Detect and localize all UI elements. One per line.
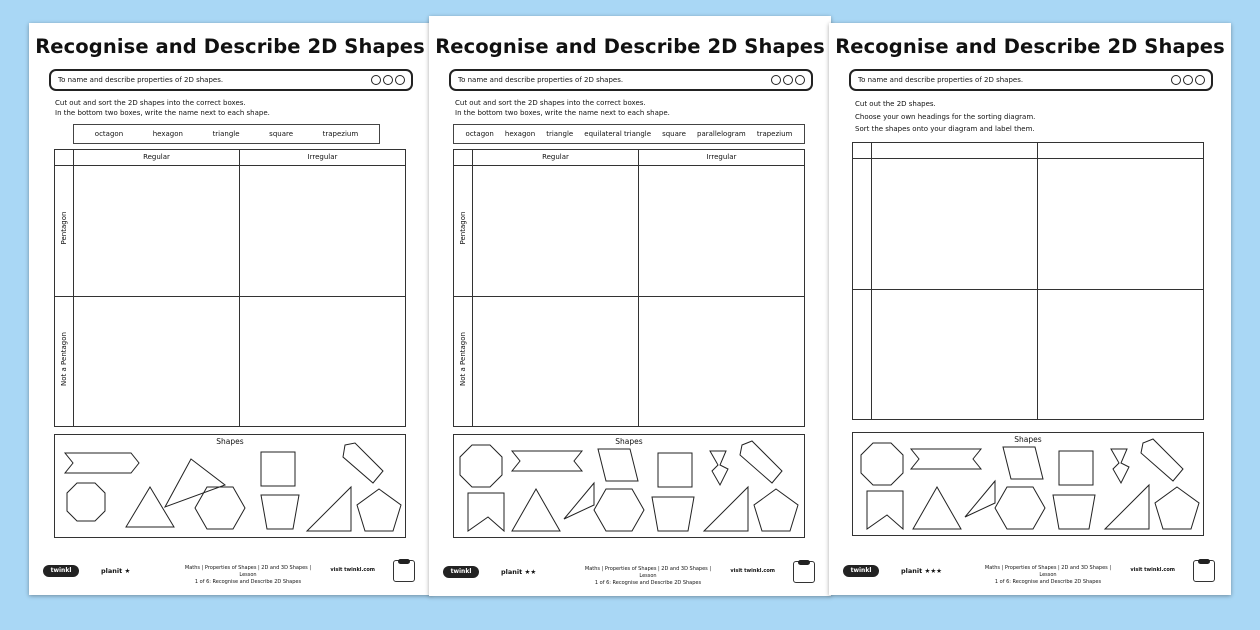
triangle-shape xyxy=(165,459,225,507)
column-header-regular: Regular xyxy=(542,153,569,161)
instructions xyxy=(455,98,670,118)
footer-url: visit twinkl.com xyxy=(330,567,375,573)
quality-badge-icon xyxy=(1193,560,1215,582)
instruction-line: Cut out and sort the 2D shapes into the correct boxes. xyxy=(455,99,646,107)
quality-badge-icon xyxy=(793,561,815,583)
progress-dot xyxy=(395,75,405,85)
arrow-shape xyxy=(911,449,981,469)
progress-dots xyxy=(371,75,405,85)
worksheet-title: Recognise and Describe 2D Shapes xyxy=(835,35,1225,58)
word-bank-item: octagon xyxy=(465,130,494,138)
sorting-grid xyxy=(54,149,406,427)
triangle-shape xyxy=(564,483,594,519)
column-header-regular: Regular xyxy=(143,153,170,161)
word-bank-item: square xyxy=(662,130,686,138)
instructions xyxy=(855,98,1035,136)
square-shape xyxy=(658,453,692,487)
rectangle-shape xyxy=(343,443,383,483)
arrow-shape xyxy=(65,453,139,473)
column-header-irregular: Irregular xyxy=(706,153,737,161)
shapes-panel-title: Shapes xyxy=(1014,435,1042,444)
objective-text: To name and describe properties of 2D shapes. xyxy=(458,76,624,84)
triangle-shape xyxy=(126,487,174,527)
objective-box xyxy=(449,69,813,91)
parallelogram-shape xyxy=(598,449,638,481)
sorting-grid xyxy=(453,149,805,427)
quality-badge-icon xyxy=(393,560,415,582)
octagon-shape xyxy=(460,445,502,487)
trapezium-shape xyxy=(652,497,694,531)
difficulty-stars: ★★★ xyxy=(924,567,942,575)
difficulty-stars: ★★ xyxy=(524,568,537,576)
footer xyxy=(43,559,417,585)
row-header-not-pentagon: Not a Pentagon xyxy=(60,332,68,386)
parallelogram-shape xyxy=(1003,447,1043,479)
word-bank xyxy=(453,124,805,144)
planit-label: planit ★★★ xyxy=(901,567,942,575)
instruction-line: Sort the shapes onto your diagram and label them. xyxy=(855,125,1035,133)
trapezium-shape xyxy=(1053,495,1095,529)
irregular-shape xyxy=(1111,449,1129,483)
triangle-shape xyxy=(965,481,995,517)
octagon-shape xyxy=(861,443,903,485)
progress-dot xyxy=(383,75,393,85)
twinkl-logo: twinkl xyxy=(43,565,79,577)
word-bank-item: triangle xyxy=(546,130,574,138)
footer xyxy=(443,560,817,586)
worksheet-1 xyxy=(29,23,431,595)
instruction-line: Choose your own headings for the sorting diagram. xyxy=(855,112,1036,121)
row-header-pentagon: Pentagon xyxy=(60,211,68,245)
sorting-grid xyxy=(852,142,1204,420)
word-bank-item: octagon xyxy=(94,130,124,138)
triangle-shape xyxy=(704,487,748,531)
trapezium-shape xyxy=(261,495,299,529)
shapes-panel xyxy=(54,434,406,538)
instruction-line: In the bottom two boxes, write the name next to each shape. xyxy=(55,109,270,117)
objective-box xyxy=(849,69,1213,91)
planit-label: planit ★ xyxy=(101,567,131,575)
word-bank-item: trapezium xyxy=(322,130,359,138)
hexagon-shape xyxy=(594,489,644,531)
irregular-shape xyxy=(710,451,728,485)
shapes-panel-title: Shapes xyxy=(615,437,643,446)
octagon-shape xyxy=(67,483,105,521)
twinkl-logo: twinkl xyxy=(843,565,879,577)
difficulty-stars: ★ xyxy=(124,567,131,575)
shapes-panel xyxy=(453,434,805,538)
pentagon-shape xyxy=(1155,487,1199,529)
rectangle-shape xyxy=(1141,439,1183,481)
cutout-shapes xyxy=(853,433,1205,537)
footer-url: visit twinkl.com xyxy=(730,568,775,574)
word-bank xyxy=(73,124,380,144)
footer-url: visit twinkl.com xyxy=(1130,567,1175,573)
footer xyxy=(843,559,1217,585)
word-bank-item: square xyxy=(269,130,294,138)
column-header-irregular: Irregular xyxy=(307,153,338,161)
footer-text: Maths | Properties of Shapes | 2D and 3D Shapes | Lesson 1 of 6: Recognise and Describe 2D Shapes xyxy=(184,565,312,585)
word-bank-item: equilateral triangle xyxy=(584,130,652,138)
progress-dots xyxy=(771,75,805,85)
word-bank-item: parallelogram xyxy=(697,130,746,138)
progress-dot xyxy=(1183,75,1193,85)
instruction-line: Cut out the 2D shapes. xyxy=(855,100,936,108)
progress-dot xyxy=(1171,75,1181,85)
progress-dot xyxy=(771,75,781,85)
worksheet-2 xyxy=(429,16,831,596)
twinkl-logo: twinkl xyxy=(443,566,479,578)
worksheet-title: Recognise and Describe 2D Shapes xyxy=(35,35,425,58)
planit-label: planit ★★ xyxy=(501,568,537,576)
instructions xyxy=(55,98,270,118)
triangle-shape xyxy=(1105,485,1149,529)
triangle-shape xyxy=(913,487,961,529)
square-shape xyxy=(1059,451,1093,485)
square-shape xyxy=(261,452,295,486)
worksheet-3 xyxy=(829,23,1231,595)
footer-text: Maths | Properties of Shapes | 2D and 3D Shapes | Lesson 1 of 6: Recognise and Describe 2D Shapes xyxy=(584,566,712,586)
triangle-shape xyxy=(512,489,560,531)
shapes-panel xyxy=(852,432,1204,536)
instruction-line: Cut out and sort the 2D shapes into the correct boxes. xyxy=(55,99,246,107)
worksheet-title: Recognise and Describe 2D Shapes xyxy=(435,35,825,58)
row-header-not-pentagon: Not a Pentagon xyxy=(459,332,467,386)
cutout-shapes xyxy=(55,435,407,539)
shapes-panel-title: Shapes xyxy=(216,437,244,446)
objective-text: To name and describe properties of 2D shapes. xyxy=(858,76,1024,84)
progress-dot xyxy=(371,75,381,85)
word-bank-item: triangle xyxy=(212,130,240,138)
word-bank-item: hexagon xyxy=(504,130,536,138)
cutout-shapes xyxy=(454,435,806,539)
progress-dot xyxy=(783,75,793,85)
progress-dots xyxy=(1171,75,1205,85)
row-header-pentagon: Pentagon xyxy=(459,211,467,245)
objective-box xyxy=(49,69,413,91)
progress-dot xyxy=(795,75,805,85)
rectangle-shape xyxy=(740,441,782,483)
footer-text: Maths | Properties of Shapes | 2D and 3D Shapes | Lesson 1 of 6: Recognise and Describe 2D Shapes xyxy=(984,565,1112,585)
pentagon-shape xyxy=(867,491,903,529)
progress-dot xyxy=(1195,75,1205,85)
instruction-line: In the bottom two boxes, write the name next to each shape. xyxy=(455,109,670,117)
word-bank-item: hexagon xyxy=(152,130,183,138)
hexagon-shape xyxy=(995,487,1045,529)
pentagon-shape xyxy=(357,489,401,531)
pentagon-shape xyxy=(468,493,504,531)
triangle-shape xyxy=(307,487,351,531)
arrow-shape xyxy=(512,451,582,471)
word-bank-item: trapezium xyxy=(756,130,793,138)
objective-text: To name and describe properties of 2D shapes. xyxy=(58,76,224,84)
pentagon-shape xyxy=(754,489,798,531)
